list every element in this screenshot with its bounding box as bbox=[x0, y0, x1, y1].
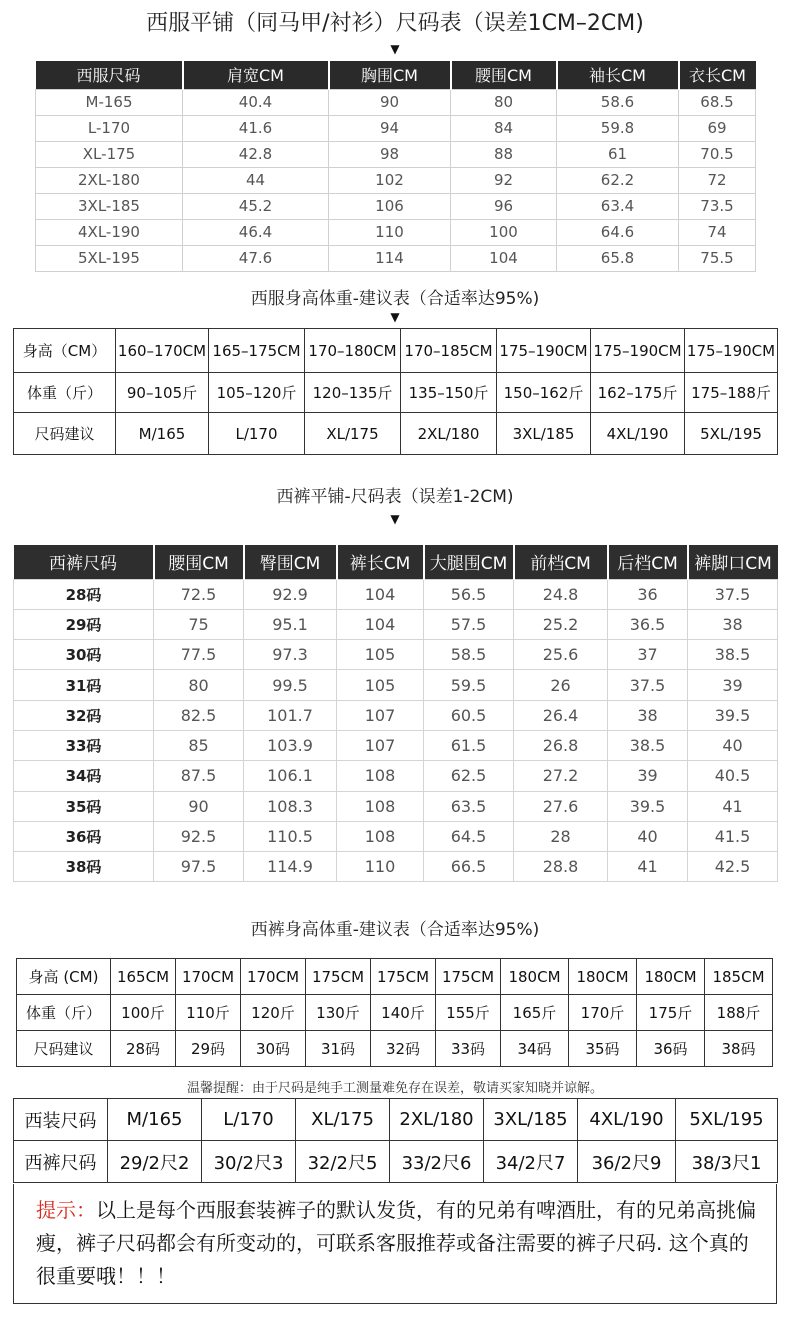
table-cell: 170–180CM bbox=[305, 329, 401, 373]
table-cell: 175–190CM bbox=[685, 329, 778, 373]
table-cell: 63.5 bbox=[424, 791, 514, 821]
table-cell: 140斤 bbox=[371, 995, 436, 1031]
table-cell: 36 bbox=[608, 579, 688, 609]
table-cell: 94 bbox=[329, 115, 451, 141]
column-header: 臀围CM bbox=[244, 545, 337, 579]
table-cell: 64.6 bbox=[557, 219, 679, 245]
table-cell: 107 bbox=[337, 700, 424, 730]
table-cell: 47.6 bbox=[183, 245, 329, 271]
table-cell: 29码 bbox=[176, 1031, 241, 1067]
table-cell: 41.5 bbox=[688, 821, 778, 851]
row-label-cell: 31码 bbox=[14, 670, 154, 700]
table-cell: 92.9 bbox=[244, 579, 337, 609]
jacket-recommend-title: 西服身高体重-建议表（合适率达95%) bbox=[250, 289, 540, 309]
table-row bbox=[14, 1099, 778, 1141]
tip-text: 以上是每个西服套装裤子的默认发货，有的兄弟有啤酒肚，有的兄弟高挑偏瘦，裤子尺码都会有所变动的，可联系客服推荐或备注需要的裤子尺码. 这个真的很重要哦！！！ bbox=[36, 1198, 756, 1288]
table-cell: M/165 bbox=[108, 1099, 202, 1141]
tip-label: 提示： bbox=[36, 1198, 96, 1222]
column-header: 腰围CM bbox=[154, 545, 244, 579]
table-row bbox=[36, 167, 756, 193]
table-cell: 120–135斤 bbox=[305, 373, 401, 413]
row-label-cell: XL-175 bbox=[36, 141, 183, 167]
row-label-cell: 身高（CM） bbox=[14, 329, 116, 373]
table-cell: 73.5 bbox=[679, 193, 756, 219]
table-cell: 61 bbox=[557, 141, 679, 167]
row-label-cell: 2XL-180 bbox=[36, 167, 183, 193]
table-cell: 101.7 bbox=[244, 700, 337, 730]
table-cell: 34/2尺7 bbox=[484, 1141, 578, 1183]
table-cell: 44 bbox=[183, 167, 329, 193]
table-row bbox=[14, 640, 778, 670]
tip-box bbox=[13, 1184, 777, 1304]
table-cell: 108 bbox=[337, 821, 424, 851]
row-label-cell: 3XL-185 bbox=[36, 193, 183, 219]
column-header: 袖长CM bbox=[557, 61, 679, 89]
table-cell: 28码 bbox=[111, 1031, 176, 1067]
column-header: 前档CM bbox=[514, 545, 608, 579]
table-cell: 36/2尺9 bbox=[578, 1141, 676, 1183]
table-cell: 175–188斤 bbox=[685, 373, 778, 413]
table-row bbox=[14, 1141, 778, 1183]
table-cell: 155斤 bbox=[436, 995, 501, 1031]
table-cell: 34码 bbox=[501, 1031, 569, 1067]
column-header: 胸围CM bbox=[329, 61, 451, 89]
table-cell: 110.5 bbox=[244, 821, 337, 851]
table-cell: 5XL/195 bbox=[676, 1099, 778, 1141]
table-cell: 3XL/185 bbox=[497, 413, 591, 455]
row-label-cell: 36码 bbox=[14, 821, 154, 851]
table-cell: 130斤 bbox=[306, 995, 371, 1031]
table-cell: 170CM bbox=[176, 959, 241, 995]
table-cell: 82.5 bbox=[154, 700, 244, 730]
table-cell: 90–105斤 bbox=[116, 373, 209, 413]
table-cell: 75.5 bbox=[679, 245, 756, 271]
pants-recommend-table bbox=[16, 958, 773, 1067]
table-cell: 88 bbox=[451, 141, 557, 167]
table-cell: 107 bbox=[337, 730, 424, 760]
table-cell: 70.5 bbox=[679, 141, 756, 167]
table-cell: 66.5 bbox=[424, 852, 514, 882]
table-cell: 26.4 bbox=[514, 700, 608, 730]
table-cell: 58.5 bbox=[424, 640, 514, 670]
table-cell: 87.5 bbox=[154, 761, 244, 791]
table-cell: 77.5 bbox=[154, 640, 244, 670]
suit-pants-mapping-table bbox=[13, 1098, 778, 1183]
table-cell: 80 bbox=[154, 670, 244, 700]
table-cell: 108 bbox=[337, 791, 424, 821]
table-cell: 114 bbox=[329, 245, 451, 271]
table-cell: 104 bbox=[337, 579, 424, 609]
table-cell: 36码 bbox=[637, 1031, 705, 1067]
table-row bbox=[36, 141, 756, 167]
table-cell: XL/175 bbox=[305, 413, 401, 455]
table-cell: 58.6 bbox=[557, 89, 679, 115]
table-cell: 105 bbox=[337, 670, 424, 700]
table-cell: L/170 bbox=[202, 1099, 296, 1141]
table-cell: 29/2尺2 bbox=[108, 1141, 202, 1183]
table-cell: 37.5 bbox=[688, 579, 778, 609]
table-cell: 38/3尺1 bbox=[676, 1141, 778, 1183]
table-row bbox=[14, 852, 778, 882]
table-cell: 165斤 bbox=[501, 995, 569, 1031]
row-label-cell: 33码 bbox=[14, 730, 154, 760]
table-cell: 39 bbox=[608, 761, 688, 791]
table-cell: 36.5 bbox=[608, 609, 688, 639]
table-cell: 175–190CM bbox=[591, 329, 685, 373]
table-cell: 120斤 bbox=[241, 995, 306, 1031]
table-cell: 45.2 bbox=[183, 193, 329, 219]
table-cell: 92.5 bbox=[154, 821, 244, 851]
table-cell: 40 bbox=[608, 821, 688, 851]
down-arrow-icon: ▼ bbox=[390, 310, 400, 324]
table-cell: 57.5 bbox=[424, 609, 514, 639]
table-row bbox=[14, 700, 778, 730]
table-cell: 175CM bbox=[306, 959, 371, 995]
table-cell: 180CM bbox=[637, 959, 705, 995]
table-cell: 27.6 bbox=[514, 791, 608, 821]
table-cell: 38码 bbox=[705, 1031, 773, 1067]
row-label-cell: 30码 bbox=[14, 640, 154, 670]
table-cell: 38 bbox=[608, 700, 688, 730]
table-row bbox=[14, 821, 778, 851]
table-cell: 37.5 bbox=[608, 670, 688, 700]
pants-recommend-title: 西裤身高体重-建议表（合适率达95%) bbox=[250, 920, 540, 940]
table-cell: 46.4 bbox=[183, 219, 329, 245]
column-header: 肩宽CM bbox=[183, 61, 329, 89]
table-cell: 26 bbox=[514, 670, 608, 700]
table-cell: 74 bbox=[679, 219, 756, 245]
table-row bbox=[14, 730, 778, 760]
table-cell: 27.2 bbox=[514, 761, 608, 791]
table-cell: 2XL/180 bbox=[390, 1099, 484, 1141]
table-cell: 65.8 bbox=[557, 245, 679, 271]
table-cell: 69 bbox=[679, 115, 756, 141]
table-cell: 33/2尺6 bbox=[390, 1141, 484, 1183]
table-row bbox=[14, 329, 778, 373]
table-cell: 30/2尺3 bbox=[202, 1141, 296, 1183]
table-cell: 38.5 bbox=[688, 640, 778, 670]
table-row bbox=[36, 219, 756, 245]
table-cell: 84 bbox=[451, 115, 557, 141]
down-arrow-icon: ▼ bbox=[390, 512, 400, 526]
table-row bbox=[36, 245, 756, 271]
pants-size-table bbox=[13, 545, 778, 882]
table-cell: 90 bbox=[154, 791, 244, 821]
table-row bbox=[14, 579, 778, 609]
column-header: 西裤尺码 bbox=[14, 545, 154, 579]
table-cell: 30码 bbox=[241, 1031, 306, 1067]
table-cell: 33码 bbox=[436, 1031, 501, 1067]
table-cell: 160–170CM bbox=[116, 329, 209, 373]
table-row bbox=[14, 791, 778, 821]
table-cell: 41 bbox=[608, 852, 688, 882]
table-cell: 41 bbox=[688, 791, 778, 821]
warm-reminder-note: 温馨提醒：由于尺码是纯手工测量难免存在误差，敬请买家知晓并谅解。 bbox=[186, 1081, 603, 1096]
table-cell: 98 bbox=[329, 141, 451, 167]
table-cell: 99.5 bbox=[244, 670, 337, 700]
table-cell: 32/2尺5 bbox=[296, 1141, 390, 1183]
table-cell: 72.5 bbox=[154, 579, 244, 609]
table-cell: 60.5 bbox=[424, 700, 514, 730]
row-label-cell: 4XL-190 bbox=[36, 219, 183, 245]
table-cell: 175斤 bbox=[637, 995, 705, 1031]
table-row bbox=[17, 959, 773, 995]
table-cell: 97.5 bbox=[154, 852, 244, 882]
table-cell: 85 bbox=[154, 730, 244, 760]
table-row bbox=[14, 609, 778, 639]
table-cell: 26.8 bbox=[514, 730, 608, 760]
table-cell: 40.5 bbox=[688, 761, 778, 791]
table-cell: 38.5 bbox=[608, 730, 688, 760]
table-row bbox=[14, 670, 778, 700]
table-cell: 68.5 bbox=[679, 89, 756, 115]
table-cell: 28 bbox=[514, 821, 608, 851]
table-row bbox=[17, 1031, 773, 1067]
table-cell: 188斤 bbox=[705, 995, 773, 1031]
table-cell: 24.8 bbox=[514, 579, 608, 609]
table-cell: 25.2 bbox=[514, 609, 608, 639]
table-cell: 25.6 bbox=[514, 640, 608, 670]
table-cell: 80 bbox=[451, 89, 557, 115]
column-header: 衣长CM bbox=[679, 61, 756, 89]
table-cell: XL/175 bbox=[296, 1099, 390, 1141]
table-cell: 106.1 bbox=[244, 761, 337, 791]
row-label-cell: 身高 (CM) bbox=[17, 959, 111, 995]
table-cell: 162–175斤 bbox=[591, 373, 685, 413]
table-row bbox=[14, 761, 778, 791]
row-label-cell: 29码 bbox=[14, 609, 154, 639]
column-header: 后档CM bbox=[608, 545, 688, 579]
row-label-cell: M-165 bbox=[36, 89, 183, 115]
table-cell: 40 bbox=[688, 730, 778, 760]
table-cell: 100斤 bbox=[111, 995, 176, 1031]
table-cell: 95.1 bbox=[244, 609, 337, 639]
table-cell: 110斤 bbox=[176, 995, 241, 1031]
table-cell: 28.8 bbox=[514, 852, 608, 882]
table-cell: 90 bbox=[329, 89, 451, 115]
table-cell: 96 bbox=[451, 193, 557, 219]
table-cell: 56.5 bbox=[424, 579, 514, 609]
table-cell: 175–190CM bbox=[497, 329, 591, 373]
table-cell: 104 bbox=[337, 609, 424, 639]
table-cell: 32码 bbox=[371, 1031, 436, 1067]
table-row bbox=[36, 115, 756, 141]
table-cell: 39 bbox=[688, 670, 778, 700]
row-label-cell: 尺码建议 bbox=[17, 1031, 111, 1067]
table-cell: 39.5 bbox=[608, 791, 688, 821]
table-cell: 180CM bbox=[501, 959, 569, 995]
table-row bbox=[14, 373, 778, 413]
column-header: 裤长CM bbox=[337, 545, 424, 579]
table-cell: 63.4 bbox=[557, 193, 679, 219]
column-header: 西服尺码 bbox=[36, 61, 183, 89]
table-cell: 110 bbox=[329, 219, 451, 245]
table-cell: 4XL/190 bbox=[591, 413, 685, 455]
table-cell: 150–162斤 bbox=[497, 373, 591, 413]
row-label-cell: 5XL-195 bbox=[36, 245, 183, 271]
table-cell: 40.4 bbox=[183, 89, 329, 115]
table-cell: 103.9 bbox=[244, 730, 337, 760]
table-cell: 35码 bbox=[569, 1031, 637, 1067]
table-cell: 92 bbox=[451, 167, 557, 193]
table-cell: 62.5 bbox=[424, 761, 514, 791]
table-row bbox=[36, 193, 756, 219]
table-cell: 72 bbox=[679, 167, 756, 193]
table-cell: 4XL/190 bbox=[578, 1099, 676, 1141]
table-cell: 170CM bbox=[241, 959, 306, 995]
row-label-cell: 35码 bbox=[14, 791, 154, 821]
table-row bbox=[14, 413, 778, 455]
row-label-cell: 西裤尺码 bbox=[14, 1141, 108, 1183]
table-cell: 175CM bbox=[436, 959, 501, 995]
jacket-size-table bbox=[35, 61, 756, 272]
table-cell: 31码 bbox=[306, 1031, 371, 1067]
table-cell: 135–150斤 bbox=[401, 373, 497, 413]
table-cell: 165–175CM bbox=[209, 329, 305, 373]
row-label-cell: 32码 bbox=[14, 700, 154, 730]
table-row bbox=[36, 89, 756, 115]
table-cell: 42.8 bbox=[183, 141, 329, 167]
row-label-cell: 34码 bbox=[14, 761, 154, 791]
table-cell: 108.3 bbox=[244, 791, 337, 821]
table-cell: 59.5 bbox=[424, 670, 514, 700]
down-arrow-icon: ▼ bbox=[390, 42, 400, 56]
table-cell: 38 bbox=[688, 609, 778, 639]
header-row bbox=[36, 61, 756, 89]
row-label-cell: 尺码建议 bbox=[14, 413, 116, 455]
table-cell: 105 bbox=[337, 640, 424, 670]
table-cell: M/165 bbox=[116, 413, 209, 455]
column-header: 裤脚口CM bbox=[688, 545, 778, 579]
table-cell: 170斤 bbox=[569, 995, 637, 1031]
table-cell: 104 bbox=[451, 245, 557, 271]
table-cell: 5XL/195 bbox=[685, 413, 778, 455]
table-cell: 61.5 bbox=[424, 730, 514, 760]
table-cell: 64.5 bbox=[424, 821, 514, 851]
table-cell: 2XL/180 bbox=[401, 413, 497, 455]
table-cell: 75 bbox=[154, 609, 244, 639]
table-cell: 37 bbox=[608, 640, 688, 670]
table-cell: 59.8 bbox=[557, 115, 679, 141]
jacket-flat-title: 西服平铺（同马甲/衬衫）尺码表（误差1CM–2CM) bbox=[146, 11, 644, 36]
row-label-cell: 28码 bbox=[14, 579, 154, 609]
table-cell: 100 bbox=[451, 219, 557, 245]
table-cell: 106 bbox=[329, 193, 451, 219]
column-header: 大腿围CM bbox=[424, 545, 514, 579]
row-label-cell: 体重（斤） bbox=[14, 373, 116, 413]
table-cell: 180CM bbox=[569, 959, 637, 995]
table-cell: 39.5 bbox=[688, 700, 778, 730]
table-cell: 62.2 bbox=[557, 167, 679, 193]
jacket-recommend-table bbox=[13, 328, 778, 455]
table-cell: 185CM bbox=[705, 959, 773, 995]
table-cell: 170–185CM bbox=[401, 329, 497, 373]
table-cell: 114.9 bbox=[244, 852, 337, 882]
header-row bbox=[14, 545, 778, 579]
table-cell: 110 bbox=[337, 852, 424, 882]
table-cell: 102 bbox=[329, 167, 451, 193]
table-cell: 105–120斤 bbox=[209, 373, 305, 413]
table-cell: 42.5 bbox=[688, 852, 778, 882]
table-cell: 175CM bbox=[371, 959, 436, 995]
row-label-cell: 西装尺码 bbox=[14, 1099, 108, 1141]
pants-flat-title: 西裤平铺-尺码表（误差1-2CM) bbox=[276, 487, 514, 507]
row-label-cell: 体重（斤） bbox=[17, 995, 111, 1031]
table-cell: 97.3 bbox=[244, 640, 337, 670]
row-label-cell: 38码 bbox=[14, 852, 154, 882]
table-cell: 108 bbox=[337, 761, 424, 791]
table-cell: L/170 bbox=[209, 413, 305, 455]
table-cell: 41.6 bbox=[183, 115, 329, 141]
row-label-cell: L-170 bbox=[36, 115, 183, 141]
table-cell: 165CM bbox=[111, 959, 176, 995]
table-cell: 3XL/185 bbox=[484, 1099, 578, 1141]
table-row bbox=[17, 995, 773, 1031]
column-header: 腰围CM bbox=[451, 61, 557, 89]
